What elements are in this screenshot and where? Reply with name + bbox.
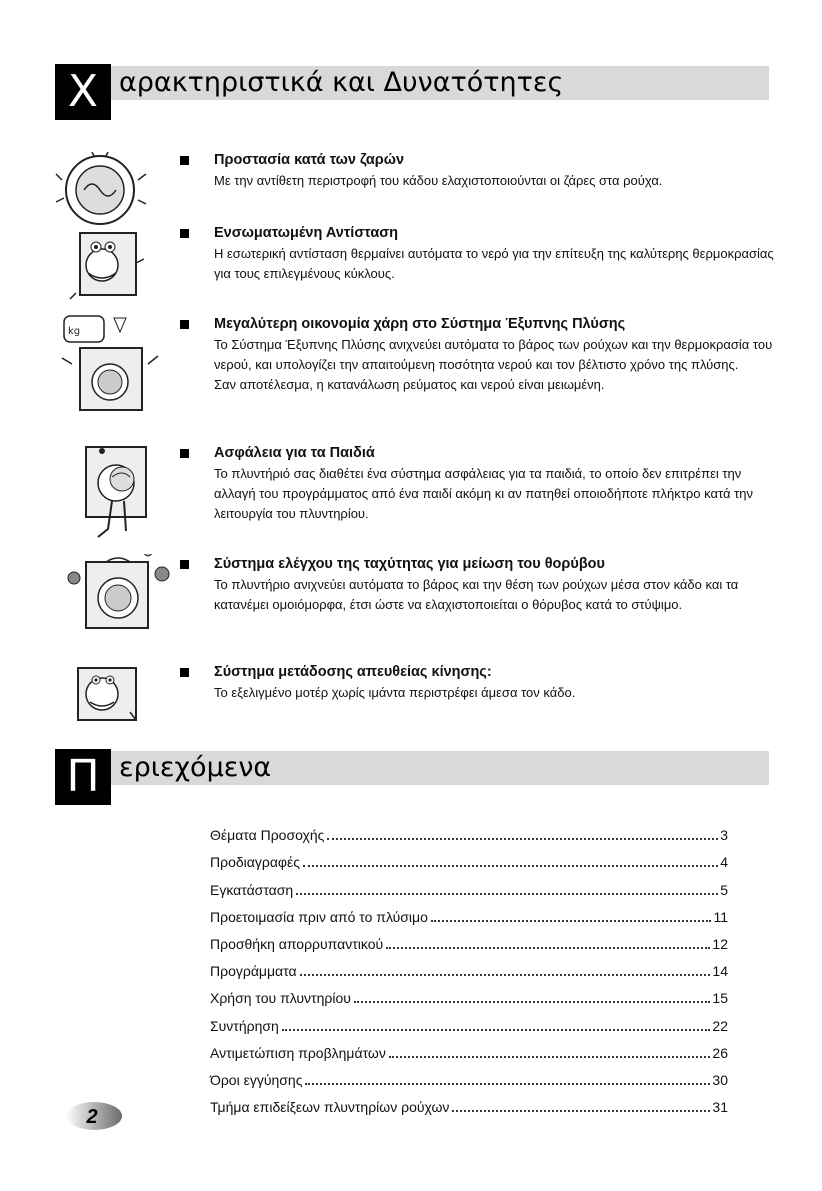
toc-dot-leader (303, 865, 718, 867)
feature-paragraph: Με την αντίθετη περιστροφή του κάδου ελαχιστοποιούνται οι ζάρες στα ρούχα. (214, 173, 663, 188)
feature-description (214, 171, 774, 191)
toc-dot-leader (296, 893, 718, 895)
toc-entry[interactable] (210, 1035, 728, 1062)
balance-washer-icon (52, 554, 172, 664)
feature-description (214, 335, 774, 395)
toc-dot-leader (327, 838, 718, 840)
toc-entry[interactable] (210, 817, 728, 844)
page-number: 2 (86, 1106, 98, 1128)
feature-paragraph: Το πλυντήριό σας διαθέτει ένα σύστημα ασφάλειας για τα παιδιά, το οποίο δεν επιτρέπει την αλλαγή του προγράμματος από ένα παιδί ακόμη κι αν πατηθεί οποιοδήποτε πλήκτρο κατά την λειτουργία του πλυντηρίου. (214, 466, 753, 521)
feature-paragraph: Σαν αποτέλεσμα, η κατανάλωση ρεύματος και νερού είναι μειωμένη. (214, 377, 605, 392)
toc-entry-label: Προετοιμασία πριν από το πλύσιμο (210, 908, 428, 925)
features-initial-letter: Χ (55, 64, 111, 120)
feature-paragraph: Η εσωτερική αντίσταση θερμαίνει αυτόματα το νερό για την επίτευξη της καλύτερης θερμοκρασίας για τους επιλεγμένους κύκλους. (214, 246, 774, 281)
svg-text:kg: kg (68, 326, 81, 337)
toc-entry-label: Χρήση του πλυντηρίου (210, 990, 351, 1007)
toc-entry-label: Τμήμα επιδείξεων πλυντηρίων ρούχων (210, 1099, 450, 1116)
bullet-icon (180, 229, 189, 238)
toc-entry-page: 11 (713, 908, 728, 925)
toc-entry[interactable] (210, 953, 728, 980)
child-safety-icon (52, 443, 172, 553)
table-of-contents (210, 817, 728, 1116)
toc-dot-leader (354, 1001, 711, 1003)
feature-title: Προστασία κατά των ζαρών (214, 152, 405, 168)
toc-entry-label: Εγκατάσταση (210, 881, 294, 898)
toc-entry[interactable] (210, 1089, 728, 1116)
feature-title: Σύστημα ελέγχου της ταχύτητας για μείωση του θορύβου (214, 556, 605, 572)
feature-title: Μεγαλύτερη οικονομία χάρη στο Σύστημα Έξυπνης Πλύσης (214, 316, 626, 332)
toc-dot-leader (389, 1056, 711, 1058)
feature-title: Σύστημα μετάδοσης απευθείας κίνησης: (214, 664, 492, 680)
feature-description (214, 575, 774, 615)
feature-paragraph: Το Σύστημα Έξυπνης Πλύσης ανιχνεύει αυτόματα το βάρος των ρούχων και την θερμοκρασία του νερού, και υπολογίζει την απαιτούμενη ποσότητα νερού και τον βέλτιστο χρόνο της πλύσης. (214, 337, 773, 372)
toc-dot-leader (386, 947, 710, 949)
toc-entry-page: 26 (712, 1044, 728, 1061)
features-section-header (55, 66, 769, 117)
toc-entry[interactable] (210, 844, 728, 871)
toc-entry-page: 5 (720, 881, 728, 898)
toc-entry[interactable] (210, 980, 728, 1007)
toc-dot-leader (305, 1083, 710, 1085)
toc-entry-page: 22 (712, 1017, 728, 1034)
feature-paragraph: Το εξελιγμένο μοτέρ χωρίς ιμάντα περιστρέφει άμεσα τον κάδο. (214, 685, 576, 700)
toc-entry[interactable] (210, 926, 728, 953)
feature-title: Ασφάλεια για τα Παιδιά (214, 445, 375, 461)
toc-entry-page: 3 (720, 827, 728, 844)
toc-entry-label: Συντήρηση (210, 1017, 279, 1034)
toc-entry-page: 15 (712, 990, 728, 1007)
contents-initial-letter: Π (55, 749, 111, 805)
toc-entry-page: 14 (712, 963, 728, 980)
toc-dot-leader (452, 1110, 710, 1112)
toc-entry-label: Αντιμετώπιση προβλημάτων (210, 1044, 386, 1061)
bullet-icon (180, 668, 189, 677)
bullet-icon (180, 560, 189, 569)
toc-entry-label: Προδιαγραφές (210, 854, 300, 871)
toc-entry[interactable] (210, 899, 728, 926)
toc-entry-label: Όροι εγγύησης (210, 1071, 303, 1088)
feature-description (214, 683, 774, 703)
economy-washer-icon (52, 314, 172, 424)
feature-paragraph: Το πλυντήριο ανιχνεύει αυτόματα το βάρος και την θέση των ρούχων μέσα στον κάδο και τα κατανέμει ομοιόμορφα, έτσι ώστε να ελαχιστοποιείται ο θόρυβος κατά το στύψιμο. (214, 577, 739, 612)
toc-entry-label: Θέματα Προσοχής (210, 827, 325, 844)
bullet-icon (180, 320, 189, 329)
toc-dot-leader (282, 1029, 711, 1031)
features-section-title: αρακτηριστικά και Δυνατότητες (119, 67, 564, 98)
contents-section-header (55, 751, 769, 802)
toc-entry[interactable] (210, 871, 728, 898)
toc-dot-leader (431, 920, 712, 922)
toc-entry-page: 31 (712, 1099, 728, 1116)
bullet-icon (180, 449, 189, 458)
contents-section-title: εριεχόμενα (119, 752, 272, 783)
page-number-badge (62, 1099, 122, 1133)
feature-description (214, 244, 774, 284)
toc-entry[interactable] (210, 1007, 728, 1034)
toc-entry-label: Προγράμματα (210, 963, 297, 980)
feature-title: Ενσωματωμένη Αντίσταση (214, 225, 399, 241)
toc-entry-page: 12 (712, 935, 728, 952)
toc-entry-label: Προσθήκη απορρυπαντικού (210, 935, 384, 952)
toc-entry-page: 4 (720, 854, 728, 871)
toc-dot-leader (300, 974, 711, 976)
toc-entry-page: 30 (712, 1071, 728, 1088)
bullet-icon (180, 156, 189, 165)
feature-description (214, 464, 774, 524)
toc-entry[interactable] (210, 1062, 728, 1089)
